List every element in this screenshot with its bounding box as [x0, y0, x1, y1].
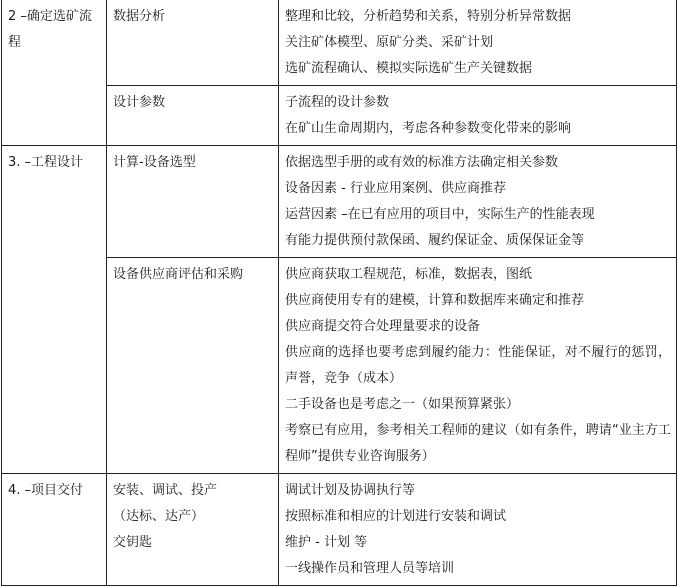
detail-line: 在矿山生命周期内，考虑各种参数变化带来的影响	[285, 121, 572, 136]
detail-line: 一线操作员和管理人员等培训	[285, 561, 455, 576]
topic-label: 交钥匙	[113, 535, 153, 550]
topic-label: 设备供应商评估和采购	[113, 267, 244, 282]
topic-label: 设计参数	[113, 95, 166, 110]
stage-label: 3. –工程设计	[8, 155, 84, 170]
stage-label: 2 –确定选矿流程	[8, 9, 92, 50]
topic-label: 计算-设备选型	[113, 155, 196, 170]
topic-label: 数据分析	[113, 9, 166, 24]
detail-line: 设备因素 - 行业应用案例、供应商推荐	[285, 181, 506, 196]
detail-line: 二手设备也是考虑之一（如果预算紧张）	[285, 397, 520, 412]
details-cell	[279, 258, 677, 474]
detail-line: 选矿流程确认、模拟实际选矿生产关键数据	[285, 61, 533, 76]
table-row	[2, 0, 677, 86]
stage-label: 4. –项目交付	[8, 483, 84, 498]
detail-line: 运营因素 –在已有应用的项目中，实际生产的性能表现	[285, 207, 595, 222]
stage-cell	[2, 474, 107, 586]
detail-line: 供应商使用专有的建模，计算和数据库来确定和推荐	[285, 293, 585, 308]
project-stage-table	[1, 0, 677, 586]
details-cell	[279, 86, 677, 146]
details-cell	[279, 0, 677, 86]
stage-cell	[2, 0, 107, 146]
detail-line: 依据选型手册的或有效的标准方法确定相关参数	[285, 155, 559, 170]
details-cell	[279, 146, 677, 258]
detail-line: 整理和比较，分析趋势和关系，特别分析异常数据	[285, 9, 572, 24]
detail-line: 供应商获取工程规范，标准，数据表，图纸	[285, 267, 533, 282]
table-row	[2, 474, 677, 586]
topic-label: 安装、调试、投产	[113, 483, 218, 498]
topic-cell	[107, 258, 279, 474]
topic-cell	[107, 146, 279, 258]
detail-line: 调试计划及协调执行等	[285, 483, 416, 498]
detail-line: 供应商提交符合处理量要求的设备	[285, 319, 481, 334]
details-cell	[279, 474, 677, 586]
detail-line: 供应商的选择也要考虑到履约能力：性能保证，对不履行的惩罚，声誉，竞争（成本）	[285, 345, 671, 386]
topic-cell	[107, 0, 279, 86]
topic-label: （达标、达产）	[113, 509, 205, 524]
detail-line: 按照标准和相应的计划进行安装和调试	[285, 509, 507, 524]
detail-line: 考察已有应用，参考相关工程师的建议（如有条件，聘请“业主方工程师”提供专业咨询服务）	[285, 423, 671, 464]
detail-line: 维护 - 计划 等	[285, 535, 368, 550]
detail-line: 关注矿体模型、原矿分类、采矿计划	[285, 35, 494, 50]
stage-cell	[2, 146, 107, 474]
topic-cell	[107, 474, 279, 586]
table-row	[2, 146, 677, 258]
detail-line: 子流程的设计参数	[285, 95, 390, 110]
detail-line: 有能力提供预付款保函、履约保证金、质保保证金等	[285, 233, 585, 248]
topic-cell	[107, 86, 279, 146]
